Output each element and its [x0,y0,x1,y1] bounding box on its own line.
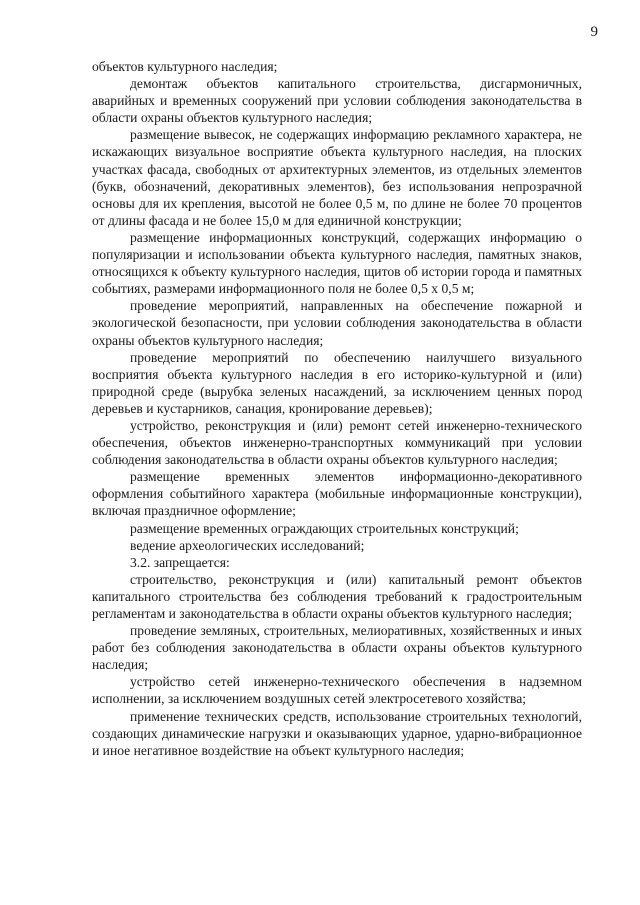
paragraph-8: размещение временных элементов информационно-декоративного оформления событийного характера (мобильные информационные конструкции), включая праздничное оформление; [92,469,582,519]
paragraph-5: проведение мероприятий, направленных на обеспечение пожарной и экологической безопасности, при условии соблюдения законодательства в области охраны объектов культурного наследия; [92,298,582,348]
paragraph-15: применение технических средств, использование строительных технологий, создающих динамические нагрузки и оказывающих ударное, ударно-вибрационное и иное негативное воздействие на объект культурного наследия; [92,708,582,758]
paragraph-10: ведение археологических исследований; [130,537,365,553]
paragraph-3: размещение вывесок, не содержащих информацию рекламного характера, не искажающих визуальное восприятие объекта культурного наследия, на плоских участках фасада, свободных от архитектурных элементов, из отдельных элементов (букв, обозначений, декоративных элементов), без использования непрозрачной основы для их крепления, высотой не более 0,5 м, по длине не более 70 процентов от длины фасада и не более 15,0 м для единичной конструкции; [92,127,582,228]
section-heading-3-2: 3.2. запрещается: [130,554,230,570]
paragraph-4: размещение информационных конструкций, содержащих информацию о популяризации и использовании объекта культурного наследия, памятных знаков, относящихся к объекту культурного наследия, щитов об истории города и памятных событиях, размерами информационного поля не более 0,5 х 0,5 м; [92,229,582,297]
paragraph-9: размещение временных ограждающих строительных конструкций; [130,520,519,536]
paragraph-7: устройство, реконструкция и (или) ремонт сетей инженерно-технического обеспечения, объектов инженерно-транспортных коммуникаций при условии соблюдения законодательства в области охраны объектов культурного наследия; [92,417,582,468]
paragraph-12: строительство, реконструкция и (или) капитальный ремонт объектов капитального строительства без соблюдения требований к градостроительным регламентам и законодательства в области охраны объектов культурного наследия; [92,571,582,621]
paragraph-14: устройство сетей инженерно-технического обеспечения в надземном исполнении, за исключением воздушных сетей электросетевого хозяйства; [92,674,582,707]
document-body [92,58,582,759]
paragraph-13: проведение земляных, строительных, мелиоративных, хозяйственных и иных работ без соблюдения законодательства в области охраны объектов культурного наследия; [92,623,582,673]
paragraph-6: проведение мероприятий по обеспечению наилучшего визуального восприятия объекта культурного наследия в его историко-культурной и (или) природной среде (вырубка зеленых насаждений, за исключением ценных пород деревьев и кустарников, санация, кронирование деревьев); [92,349,582,416]
page-number: 9 [590,24,598,40]
paragraph-2: демонтаж объектов капитального строительства, дисгармоничных, аварийных и временных сооружений при условии соблюдения законодательства в области охраны объектов культурного наследия; [92,76,582,126]
paragraph-1: объектов культурного наследия; [92,59,278,74]
